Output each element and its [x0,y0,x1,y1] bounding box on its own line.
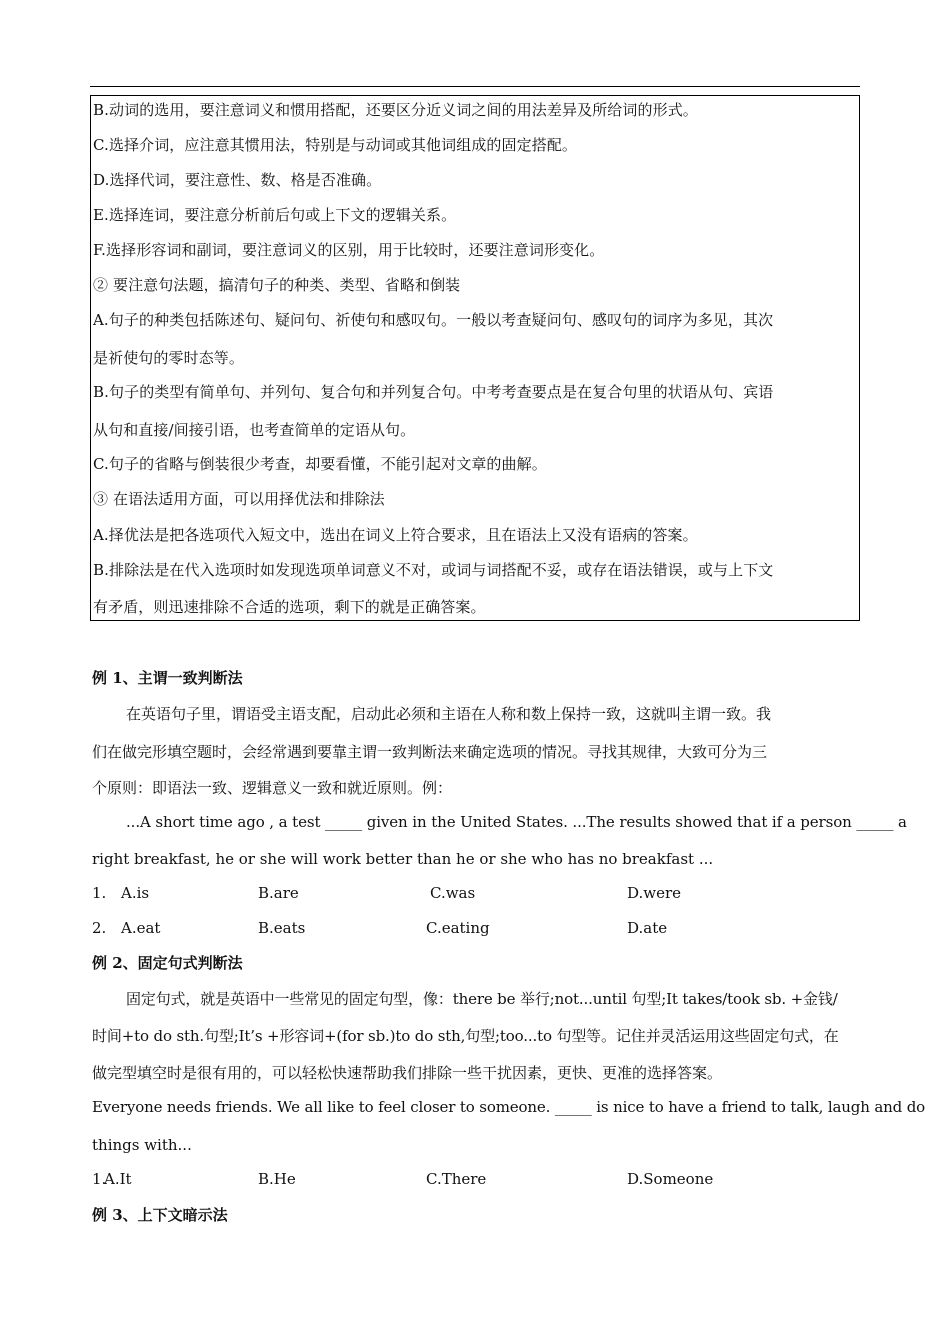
box-line: 是祈使句的零时态等。 [93,349,245,367]
example2-question: things with... [92,1136,192,1154]
example1-question: right breakfast, he or she will work better than he or she who has no breakfast ... [92,850,714,868]
example2-heading: 例 2、固定句式判断法 [92,954,243,972]
box-line: C.句子的省略与倒装很少考查，却要看懂，不能引起对文章的曲解。 [93,455,547,473]
box-line: B.排除法是在代入选项时如发现选项单词意义不对，或词与词搭配不妥，或存在语法错误，或与上下文 [93,561,774,579]
box-line: ② 要注意句法题，搞清句子的种类、类型、省略和倒装 [93,276,461,294]
option-a: A.It [104,1170,132,1188]
example2-question: Everyone needs friends. We all like to feel closer to someone. _____ is nice to have a friend to talk, laugh and do [92,1098,926,1116]
box-line: 从句和直接/间接引语，也考查简单的定语从句。 [93,421,416,439]
summary-box [90,95,860,621]
example1-paragraph: 们在做完形填空题时，会经常遇到要靠主谓一致判断法来确定选项的情况。寻找其规律，大致可分为三 [92,743,768,761]
option-a: A.is [121,884,150,902]
example2-paragraph: 时间+to do sth.句型;It’s +形容词+(for sb.)to do sth,句型;too...to 句型等。记住并灵活运用这些固定句式，在 [92,1027,839,1045]
example1-heading: 例 1、主谓一致判断法 [92,669,243,687]
box-line: B.动词的选用，要注意词义和惯用搭配，还要区分近义词之间的用法差异及所给词的形式。 [93,101,698,119]
option-d: D.were [627,884,682,902]
option-c: C.was [430,884,476,902]
box-line: C.选择介词，应注意其惯用法，特别是与动词或其他词组成的固定搭配。 [93,136,578,154]
example1-paragraph: 在英语句子里，谓语受主语支配，启动此必须和主语在人称和数上保持一致，这就叫主谓一致。我 [126,705,772,723]
box-line: 有矛盾，则迅速排除不合适的选项，剩下的就是正确答案。 [93,598,486,616]
box-line: E.选择连词，要注意分析前后句或上下文的逻辑关系。 [93,206,457,224]
option-b: B.He [258,1170,296,1188]
option-b: B.eats [258,919,306,937]
box-line: A.择优法是把各选项代入短文中，选出在词义上符合要求，且在语法上又没有语病的答案。 [93,526,698,544]
option-number: 1. [92,1170,107,1188]
box-line: A.句子的种类包括陈述句、疑问句、祈使句和感叹句。一般以考查疑问句、感叹句的词序为多见，其次 [93,311,774,329]
option-d: D.ate [627,919,668,937]
example3-heading: 例 3、上下文暗示法 [92,1206,228,1224]
option-d: D.Someone [627,1170,714,1188]
box-line: B.句子的类型有简单句、并列句、复合句和并列复合句。中考考查要点是在复合句里的状语从句、宾语 [93,383,774,401]
example2-paragraph: 固定句式，就是英语中一些常见的固定句型，像：there be 举行;not...until 句型;It takes/took sb. +金钱/ [126,990,838,1008]
box-line: ③ 在语法适用方面，可以用择优法和排除法 [93,490,385,508]
option-c: C.There [426,1170,487,1188]
example1-paragraph: 个原则：即语法一致、逻辑意义一致和就近原则。例： [92,779,453,797]
box-line: D.选择代词，要注意性、数、格是否准确。 [93,171,382,189]
example1-question: ...A short time ago , a test _____ given in the United States. ...The results showed that if a person _____ a [126,813,907,831]
option-number: 1. [92,884,107,902]
option-number: 2. [92,919,107,937]
example2-paragraph: 做完型填空时是很有用的，可以轻松快速帮助我们排除一些干扰因素，更快、更准的选择答案。 [92,1064,723,1082]
header-rule [90,86,860,87]
option-b: B.are [258,884,299,902]
box-line: F.选择形容词和副词，要注意词义的区别，用于比较时，还要注意词形变化。 [93,241,605,259]
option-c: C.eating [426,919,490,937]
option-a: A.eat [121,919,161,937]
